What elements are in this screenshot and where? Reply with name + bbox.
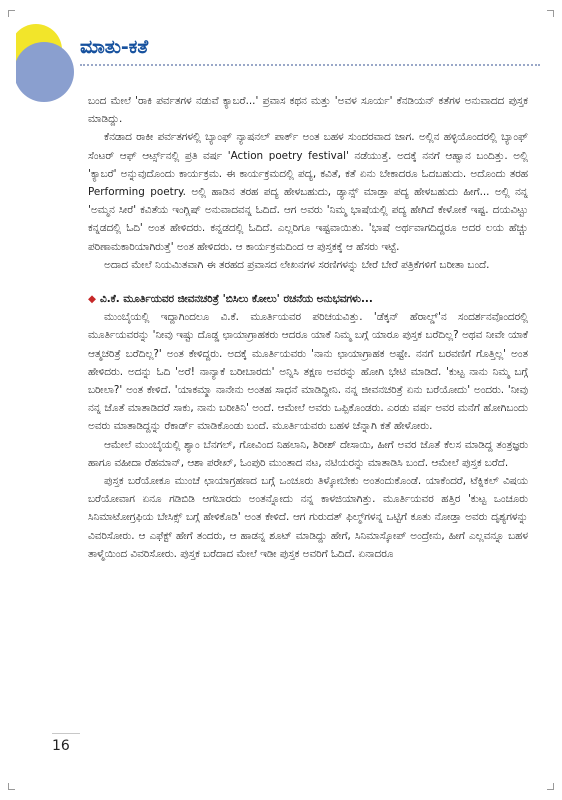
paragraph-5: ಆಮೇಲೆ ಮುಂಬೈಯಲ್ಲಿ ಶ್ಯಾಂ ಬೆನಗಲ್, ಗೋವಿಂದ ನಿಹಲಾನಿ, ಶಿರೀಶ್ ದೇಸಾಯಿ, ಹೀಗೆ ಅವರ ಜೊತೆ ಕೆಲಸ ಮಾಡಿದ್ದ ತಂತ್ರಜ್ಞರು ಹಾಗೂ ವಹೀದಾ ರೆಹಮಾನ್, ಆಶಾ ಪರೇಖ್, ಓಂಪುರಿ ಮುಂತಾದ ನಟ, ನಟಿಯರನ್ನು ಮಾತಾಡಿಸಿ ಬಂದೆ. ಆಮೇಲೆ ಪುಸ್ತಕ ಬರೆದೆ. [88, 438, 528, 469]
header-decoration [0, 20, 80, 120]
diamond-bullet-icon: ◆ [88, 293, 96, 306]
crop-mark-top-right [547, 10, 554, 17]
section-heading-text: ವಿ.ಕೆ. ಮೂರ್ತಿಯವರ ಜೀವನಚರಿತ್ರೆ 'ಬಿಸಿಲು ಕೋಲು' ರಚನೆಯ ಅನುಭವಗಳು... [100, 293, 373, 306]
paragraph-3: ಅದಾದ ಮೇಲೆ ನಿಯಮಿತವಾಗಿ ಈ ತರಹದ ಪ್ರವಾಸದ ಲೇಖನಗಳ ಸರಣಿಗಳನ್ನು ಬೇರೆ ಬೇರೆ ಪತ್ರಿಕೆಗಳಿಗೆ ಬರೀತಾ ಬಂದೆ. [104, 258, 490, 271]
paragraph-4: ಮುಂಬೈಯಲ್ಲಿ ಇದ್ದಾಗಿಂದಲೂ ವಿ.ಕೆ. ಮೂರ್ತಿಯವರ ಪರಿಚಯವಿತ್ತು. 'ಡೆಕ್ಕನ್ ಹೆರಾಲ್ಡ್'ನ ಸಂದರ್ಶನವೊಂದರಲ್ಲಿ ಮೂರ್ತಿಯವರನ್ನು 'ನೀವು ಇಷ್ಟು ದೊಡ್ಡ ಛಾಯಾಗ್ರಾಹಕರು ಆದರೂ ಯಾಕೆ ನಿಮ್ಮ ಬಗ್ಗೆ ಯಾರೂ ಪುಸ್ತಕ ಬರೆದಿಲ್ಲ? ಅಥವ ನೀವೇ ಯಾಕೆ ಆತ್ಮಚರಿತ್ರೆ ಬರೆದಿಲ್ಲ?' ಅಂತ ಕೇಳಿದ್ದರು. ಅದಕ್ಕೆ ಮೂರ್ತಿಯವರು 'ನಾನು ಛಾಯಾಗ್ರಾಹಕ ಅಷ್ಟೇ. ನನಗೆ ಬರವಣಿಗೆ ಗೊತ್ತಿಲ್ಲ' ಅಂತ ಹೇಳಿದರು. ಅದನ್ನು ಓದಿ 'ಅರೆ! ನಾನ್ಯಾಕೆ ಬರೀಬಾರದು' ಅನ್ನಿಸಿ ತಕ್ಷಣ ಅವರನ್ನು ಹೋಗಿ ಭೇಟಿ ಮಾಡಿದೆ. 'ಕುಟ್ಟ ನಾನು ನಿಮ್ಮ ಬಗ್ಗೆ ಬರೀಲಾ?' ಅಂತ ಕೇಳಿದೆ. 'ಯಾಕಮ್ಮಾ ನಾನೇನು ಅಂತಹ ಸಾಧನೆ ಮಾಡಿದ್ದೀನಿ. ನನ್ನ ಜೀವನಚರಿತ್ರೆ ಏನು ಬರೆಯೋದು' ಅಂದರು. 'ನೀವು ನನ್ನ ಜೊತೆ ಮಾತಾಡಿದರೆ ಸಾಕು, ನಾನು ಬರೀತಿನಿ' ಅಂದೆ. ಆಮೇಲೆ ಅವರು ಒಪ್ಪಿಕೊಂಡರು. ಎರಡು ವರ್ಷ ಅವರ ಮನೆಗೆ ಹೋಗಿಬಂದು ಅವರು ಮಾತಾಡಿದ್ದನ್ನು ರೆಕಾರ್ಡ್ ಮಾಡಿಕೊಂಡು ಬಂದೆ. ಮೂರ್ತಿಯವರು ಬಹಳ ಚೆನ್ನಾಗಿ ಕತೆ ಹೇಳೋರು. [88, 311, 528, 433]
article-body [88, 92, 528, 563]
header-divider [80, 64, 540, 66]
crop-mark-bottom-right [547, 783, 554, 790]
page-number: 16 [52, 738, 70, 754]
paragraph-6: ಪುಸ್ತಕ ಬರೆಯೋಕೂ ಮುಂಚೆ ಛಾಯಾಗ್ರಹಣದ ಬಗ್ಗೆ ಒಂಚೂರು ತಿಳ್ಕೋಬೇಕು ಅಂತಂದುಕೊಂಡೆ. ಯಾಕೆಂದರೆ, ಟೆಕ್ನಿಕಲ್ ವಿಷಯ ಬರೆಯೋವಾಗ ಏನೂ ಗಡಿಬಿಡಿ ಆಗಬಾರದು ಅಂತನ್ನೋದು ನನ್ನ ಕಾಳಜಿಯಾಗಿತ್ತು. ಮೂರ್ತಿಯವರ ಹತ್ತಿರ 'ಕುಟ್ಟ ಒಂಚೂರು ಸಿನಿಮಾಟೋಗ್ರಫಿಯ ಬೇಸಿಕ್ಸ್ ಬಗ್ಗೆ ಹೇಳಿಕೊಡಿ' ಅಂತ ಕೇಳಿದೆ. ಆಗ ಗುರುದತ್ ಫಿಲ್ಮ್‌ಗಳನ್ನ ಒಟ್ಟಿಗೆ ಕೂತು ನೋಡ್ತಾ ಅವರು ದೃಶ್ಯಗಳನ್ನು ವಿವರಿಸೋರು. ಆ ಎಫೆಕ್ಟ್ ಹೇಗೆ ತಂದರು, ಆ ಹಾಡನ್ನ ಶೂಟ್ ಮಾಡಿದ್ದು ಹೇಗೆ, ಸಿನಿಮಾಸ್ಕೋಪ್ ಅಂದ್ರೇನು, ಹೀಗೆ ಎಲ್ಲವನ್ನೂ ಬಹಳ ತಾಳ್ಮೆಯಿಂದ ವಿವರಿಸೋರು. ಪುಸ್ತಕ ಬರೆದಾದ ಮೇಲೆ ಇಡೀ ಪುಸ್ತಕ ಅವರಿಗೆ ಓದಿದೆ. ಏನಾದರೂ [88, 475, 528, 560]
paragraph-2: ಕೆನಡಾದ ರಾಕೀ ಪರ್ವತಗಳಲ್ಲಿ ಬ್ಯಾಂಫ್ ನ್ಯಾಷನಲ್ ಪಾರ್ಕ್ ಅಂತ ಬಹಳ ಸುಂದರವಾದ ಜಾಗ. ಅಲ್ಲಿನ ಹಳ್ಳಿಯೊಂದರಲ್ಲಿ ಬ್ಯಾಂಫ್ ಸೆಂಟರ್ ಆಫ್ ಆರ್ಟ್ಸ್‌ನಲ್ಲಿ ಪ್ರತಿ ವರ್ಷ 'Action poetry festival' ನಡೆಯುತ್ತೆ. ಅದಕ್ಕೆ ನನಗೆ ಆಹ್ವಾನ ಬಂದಿತ್ತು. ಅಲ್ಲಿ 'ಕ್ಯಾಬರೆ' ಅನ್ನುವುದೊಂದು ಕಾರ್ಯಕ್ರಮ. ಈ ಕಾರ್ಯಕ್ರಮದಲ್ಲಿ ಪದ್ಯ, ಕವಿತೆ, ಕತೆ ಏನು ಬೇಕಾದರೂ ಓದಬಹುದು. ಅದೊಂದು ತರಹ Performing poetry. ಅಲ್ಲಿ ಹಾಡಿನ ತರಹ ಪದ್ಯ ಹೇಳಬಹುದು, ಡ್ಯಾನ್ಸ್ ಮಾಡ್ತಾ ಪದ್ಯ ಹೇಳಬಹುದು ಹೀಗೆ... ಅಲ್ಲಿ ನನ್ನ 'ಅಮ್ಮನ ಸೀರೆ' ಕವಿತೆಯ ಇಂಗ್ಲಿಷ್ ಅನುವಾದವನ್ನ ಓದಿದೆ. ಆಗ ಅವರು 'ನಿಮ್ಮ ಭಾಷೆಯಲ್ಲಿ ಪದ್ಯ ಹೇಗಿದೆ ಕೇಳೋಕೆ ಇಷ್ಟ. ದಯವಿಟ್ಟು ಕನ್ನಡದಲ್ಲಿ ಓದಿ' ಅಂತ ಹೇಳಿದರು. ಕನ್ನಡದಲ್ಲಿ ಓದಿದೆ. ಎಲ್ಲರಿಗೂ ಇಷ್ಟವಾಯಿತು. 'ಭಾಷೆ ಅರ್ಥವಾಗದಿದ್ದರೂ ಅದರ ಲಯ ಹೆಚ್ಚು ಪರಿಣಾಮಕಾರಿಯಾಗಿರುತ್ತೆ' ಅಂತ ಹೇಳಿದರು. ಆ ಕಾರ್ಯಕ್ರಮದಿಂದ ಆ ಪುಸ್ತಕಕ್ಕೆ ಆ ಹೆಸರು ಇಟ್ಟೆ. [88, 131, 528, 253]
crop-mark-top-left [8, 10, 15, 17]
folio-rule [52, 733, 80, 734]
crop-mark-bottom-left [8, 783, 15, 790]
page-header-title: ಮಾತು-ಕತೆ [80, 36, 149, 58]
section-heading [88, 290, 528, 308]
paragraph-1: ಬಂದ ಮೇಲೆ 'ರಾಕಿ ಪರ್ವತಗಳ ನಡುವೆ ಕ್ಯಾಬರೆ...' ಪ್ರವಾಸ ಕಥನ ಮತ್ತು 'ಅವಳ ಸೂರ್ಯ' ಕೆನಡಿಯನ್ ಕತೆಗಳ ಅನುವಾದದ ಪುಸ್ತಕ ಮಾಡಿದ್ದು. [88, 95, 528, 126]
